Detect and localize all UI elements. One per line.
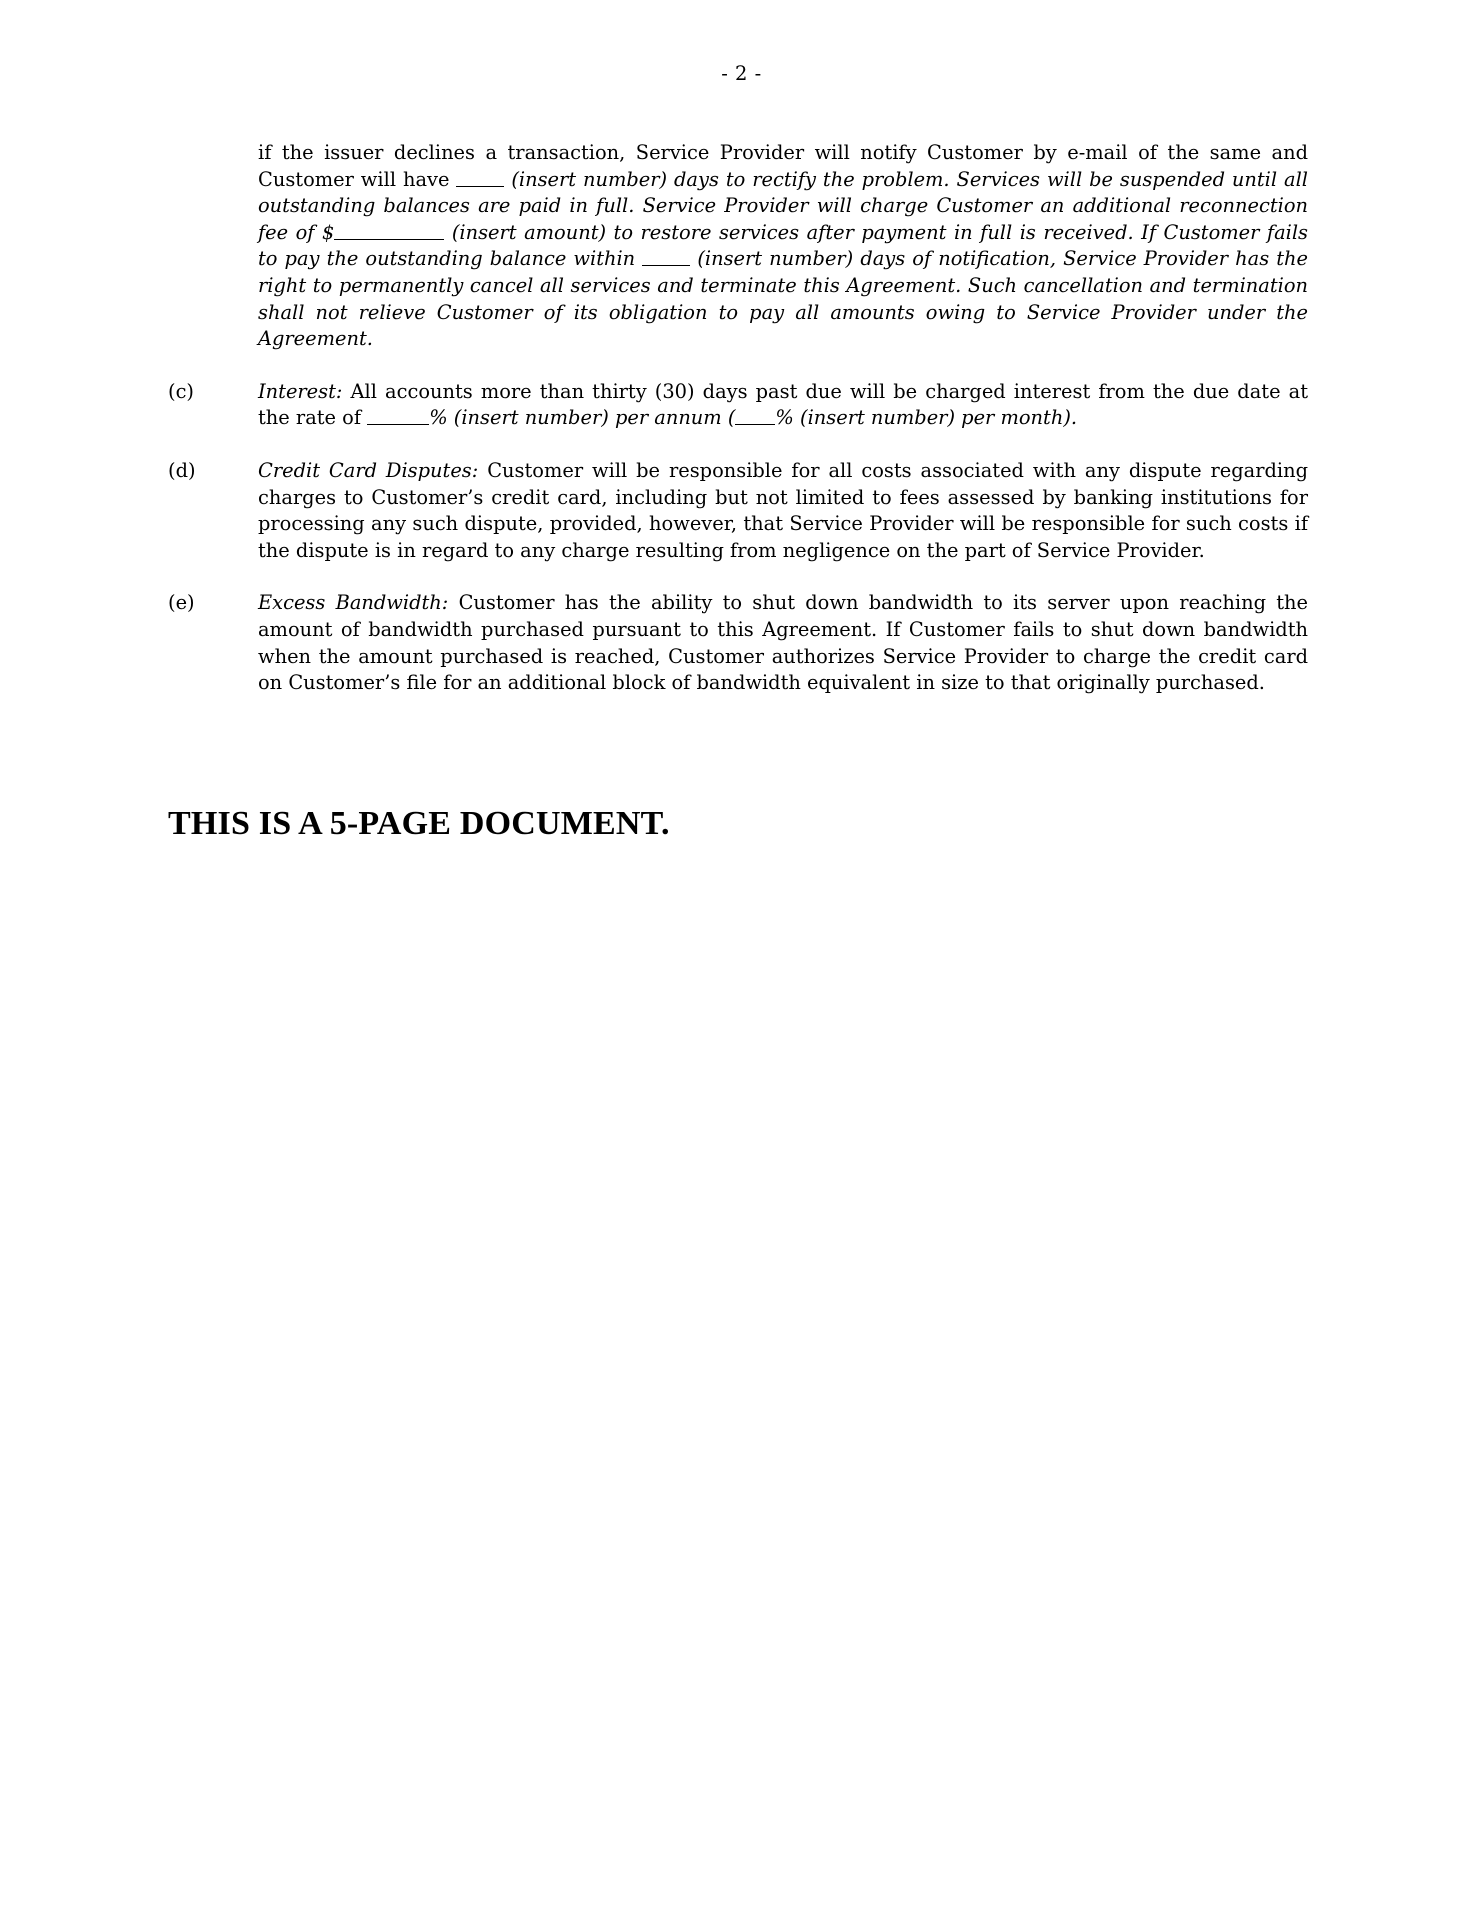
clause-e: [168, 590, 1308, 696]
document-body: [168, 140, 1308, 697]
clause-e-segment-1: Customer has the ability to shut down bandwidth to its server upon reaching the amount of bandwidth purchased pursuant to this Agreement. If Customer fails to shut down bandwidth when the amount purchased is reached, Customer authorizes Service Provider to charge the credit card on Customer’s file for an additional block of bandwidth equivalent in size to that originally purchased.: [258, 591, 1308, 695]
clause-c-segment-2: % (insert number) per annum (: [429, 406, 736, 430]
lead-paragraph: [258, 140, 1308, 353]
page-number-header: - 2 -: [721, 62, 762, 85]
lead-paragraph-segment-3: (insert amount) to restore services after payment in full is received. If Customer fails to pay the outstanding balance within: [258, 220, 1308, 271]
lead-paragraph-segment-1: if the issuer declines a transaction, Service Provider will notify Customer by e-mail of the same and Customer will have: [258, 141, 1308, 191]
insert-amount-blank: [334, 221, 444, 240]
insert-number-blank-2: [642, 248, 690, 267]
clause-c-body: [258, 379, 1308, 432]
clause-d-term: Credit Card Disputes:: [258, 458, 479, 482]
clause-c: [168, 379, 1308, 432]
lead-paragraph-segment-2: (insert number) days to rectify the problem. Services will be suspended until all outstanding balances are paid in full. Service Provider will charge Customer an additional reconnection fee of $: [258, 167, 1308, 244]
clause-c-segment-3: % (insert number) per month).: [775, 406, 1078, 430]
insert-number-blank-1: [456, 168, 504, 187]
lead-paragraph-segment-4: (insert number) days of notification, Service Provider has the right to permanently cancel all services and terminate this Agreement. Such cancellation and termination shall not relieve Customer of its obligation to pay all amounts owing to Service Provider under the Agreement.: [258, 247, 1308, 351]
document-length-note: THIS IS A 5-PAGE DOCUMENT.: [168, 805, 670, 842]
clause-d-label: (d): [168, 458, 196, 482]
clause-e-body: [258, 590, 1308, 696]
clause-c-label: (c): [168, 379, 194, 403]
clause-c-segment-1: All accounts more than thirty (30) days past due will be charged interest from the due date at the rate of: [258, 379, 1308, 430]
clause-e-term: Excess Bandwidth:: [258, 591, 449, 615]
interest-rate-blank-monthly: [735, 406, 775, 425]
clause-d-body: [258, 458, 1308, 564]
clause-d: [168, 458, 1308, 564]
clause-c-term: Interest:: [258, 379, 343, 403]
interest-rate-blank-annual: [367, 406, 429, 425]
clause-d-segment-1: Customer will be responsible for all costs associated with any dispute regarding charges to Customer’s credit card, including but not limited to fees assessed by banking institutions for processing any such dispute, provided, however, that Service Provider will be responsible for such costs if the dispute is in regard to any charge resulting from negligence on the part of Service Provider.: [258, 458, 1308, 562]
clause-e-label: (e): [168, 591, 195, 615]
